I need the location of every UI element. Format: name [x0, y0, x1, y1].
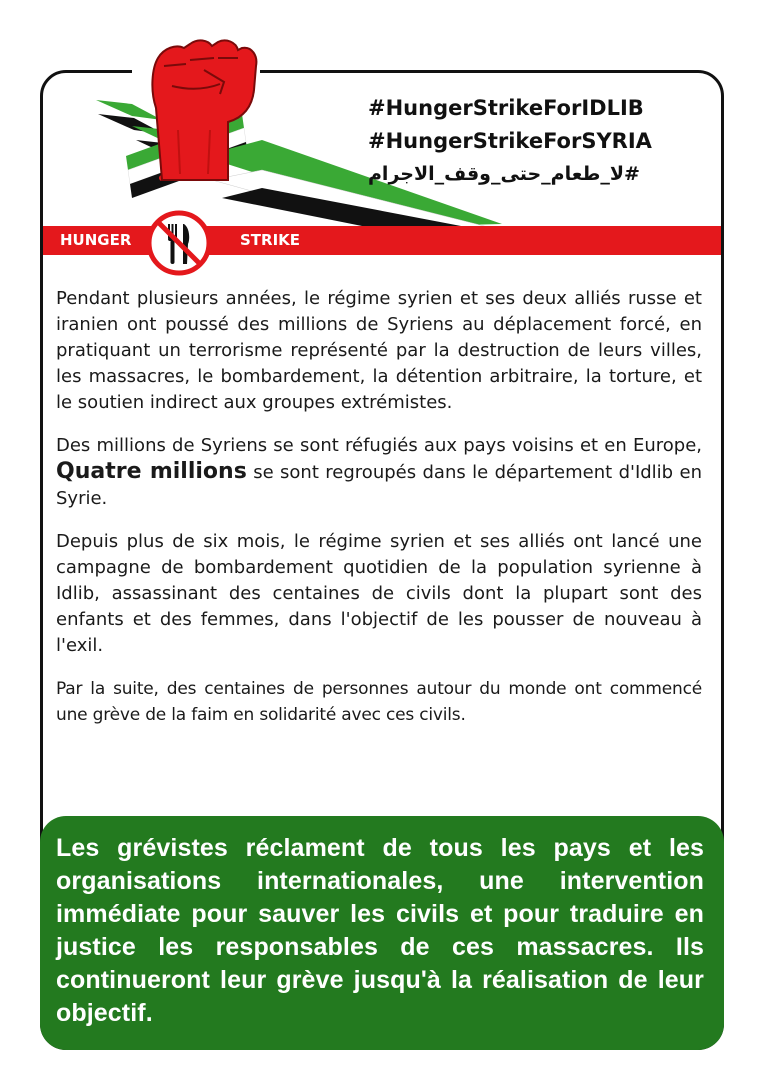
paragraph-1: Pendant plusieurs années, le régime syrien et ses deux alliés russe et iranien ont poussé des millions de Syriens au déplacement forcé, en pratiquant un terrorisme représenté par la destruction de leurs villes, les massacres, le bombardement, la détention arbitraire, la torture, et le soutien indirect aux groupes extrémistes.	[56, 288, 702, 413]
hashtag-arabic: #لا_طعام_حتى_وقف_الاجرام	[368, 163, 640, 185]
paragraph-4: Par la suite, des centaines de personnes autour du monde ont commencé une grève de la faim en solidarité avec ces civils.	[56, 679, 702, 725]
paragraph-3: Depuis plus de six mois, le régime syrien et ses alliés ont lancé une campagne de bombardement quotidien de la population syrienne à Idlib, assassinant des centaines de civils dont la plupart sont des enfants et des femmes, dans l'objectif de les pousser de nouveau à l'exil.	[56, 531, 702, 656]
band-label-hunger: HUNGER	[60, 231, 132, 249]
body-text	[56, 286, 702, 745]
demands-callout	[40, 816, 724, 1050]
hashtag-idlib: #HungerStrikeForIDLIB	[368, 96, 644, 120]
hunger-strike-band	[43, 226, 721, 255]
paragraph-2-emphasis: Quatre millions	[56, 459, 247, 484]
hashtag-syria: #HungerStrikeForSYRIA	[368, 129, 652, 153]
hashtag-block	[368, 92, 688, 191]
paragraph-2-end: se sont regroupés dans le département d'Idlib en Syrie.	[56, 462, 702, 509]
band-label-strike: STRIKE	[240, 231, 301, 249]
paragraph-2-start: Des millions de Syriens se sont réfugiés aux pays voisins et en Europe,	[56, 435, 702, 456]
no-fork-knife-icon	[146, 210, 212, 276]
demands-text: Les grévistes réclament de tous les pays et les organisations internationales, une intervention immédiate pour sauver les civils et pour traduire en justice les responsables de ces massacres. Ils continueront leur grève jusqu'à la réalisation de leur objectif.	[56, 834, 704, 1027]
paragraph-2	[56, 433, 702, 512]
